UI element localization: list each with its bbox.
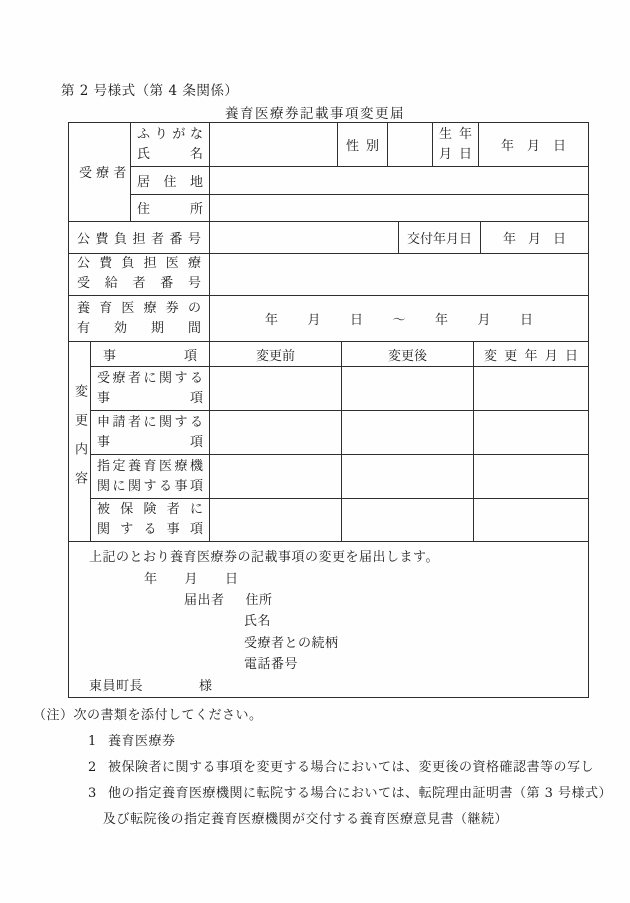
- recipient-number-label-line1: 公 費 負 担 医 療: [77, 256, 201, 272]
- change-row-institution-line2: 関に関する事項: [97, 478, 203, 494]
- change-row-patient-date: [474, 367, 588, 410]
- change-row-institution: [91, 455, 588, 499]
- note-item-2: [88, 759, 610, 777]
- furigana-label: ふりがな: [137, 126, 203, 142]
- notes: [33, 707, 613, 837]
- change-row-applicant-label: [91, 411, 210, 454]
- address-label-cell: [131, 195, 210, 221]
- issue-date-label: 交付年月日: [399, 222, 481, 253]
- change-row-insured: [91, 499, 588, 541]
- issue-date-value: 年 月 日: [503, 231, 566, 247]
- validity-value: 年 月 日 ～ 年 月 日: [265, 313, 533, 329]
- name-field: [210, 123, 338, 166]
- sex-label: 性 別: [346, 139, 379, 154]
- note-item-2-text: 被保険者に関する事項を変更する場合においては、変更後の資格確認書等の写し: [108, 760, 595, 775]
- change-row-patient: [91, 367, 588, 411]
- change-details-side-label-cell: [69, 342, 91, 541]
- change-details-side-label: 変更内容: [72, 383, 87, 500]
- change-row-patient-line2: 事 項: [97, 390, 203, 406]
- notes-intro: （注）次の書類を添付してください。: [33, 708, 263, 723]
- change-row-insured-label: [91, 499, 210, 541]
- change-row-applicant-line2: 事 項: [97, 434, 203, 450]
- payer-number-section: [69, 222, 588, 254]
- recipient-number-label-cell: [69, 254, 210, 296]
- change-row-applicant: [91, 411, 588, 455]
- applicant-name-label: 氏名: [244, 614, 272, 630]
- change-date-header-cell: [474, 342, 588, 366]
- validity-label-line2: 有 効 期 間: [77, 320, 201, 336]
- birthdate-label-cell: [433, 123, 479, 166]
- change-row-applicant-line1: 申請者に関する: [97, 414, 203, 430]
- mayor-name: 東員町長: [89, 678, 144, 694]
- change-notification-table: [68, 122, 589, 698]
- change-header-row: [91, 342, 588, 367]
- change-row-applicant-date: [474, 411, 588, 454]
- residence-label-cell: [131, 167, 210, 194]
- change-item-header: 事 項: [103, 348, 197, 364]
- note-item-1-num: 1: [88, 734, 97, 749]
- declaration-statement: 上記のとおり養育医療券の記載事項の変更を届出します。: [89, 550, 439, 566]
- change-row-insured-after: [342, 499, 474, 541]
- name-label-cell: [131, 123, 210, 166]
- change-row-insured-date: [474, 499, 588, 541]
- birthdate-label-line1: 生 年: [439, 126, 472, 142]
- payer-number-label-cell: [69, 222, 210, 253]
- sex-field: [388, 123, 433, 166]
- validity-label-cell: [69, 296, 210, 341]
- change-row-patient-line1: 受療者に関する: [97, 370, 203, 386]
- mayor-honorific: 様: [199, 678, 213, 694]
- declaration-section: [69, 542, 588, 697]
- patient-label: 受 療 者: [79, 166, 127, 182]
- declaration-date-line: 年 月 日: [144, 571, 239, 587]
- applicant-line: [184, 590, 578, 611]
- change-row-applicant-before: [210, 411, 342, 454]
- change-row-institution-before: [210, 455, 342, 498]
- note-item-3: [88, 785, 613, 803]
- applicant-phone-label: 電話番号: [244, 657, 299, 673]
- payer-number-label: 公 費 負 担 者 番 号: [77, 231, 201, 247]
- change-after-header: 変更後: [342, 342, 474, 366]
- residence-label: 居 住 地: [137, 175, 203, 190]
- birthdate-value: 年 月 日: [501, 139, 566, 154]
- mayor-line: [89, 676, 578, 697]
- issue-date-field: [481, 222, 588, 253]
- note-item-1: [88, 733, 610, 751]
- change-row-insured-before: [210, 499, 342, 541]
- address-label: 住 所: [137, 202, 203, 218]
- validity-field: [210, 296, 588, 341]
- note-item-3-num: 3: [88, 786, 97, 801]
- change-date-header: 変 更 年 月 日: [484, 348, 578, 364]
- change-row-patient-before: [210, 367, 342, 410]
- change-row-institution-line1: 指定養育医療機: [97, 458, 203, 474]
- applicant-address-label: 住所: [245, 592, 273, 608]
- payer-number-field: [210, 222, 399, 253]
- residence-field: [210, 167, 588, 194]
- form-title: 養育医療券記載事項変更届: [225, 106, 405, 122]
- change-row-applicant-after: [342, 411, 474, 454]
- change-item-header-cell: [91, 342, 210, 366]
- change-row-institution-after: [342, 455, 474, 498]
- patient-section: [69, 123, 588, 222]
- birthdate-field: [479, 123, 588, 166]
- change-row-insured-line1: 被 保 険 者 に: [97, 502, 203, 518]
- note-item-2-num: 2: [88, 760, 97, 775]
- change-row-institution-date: [474, 455, 588, 498]
- patient-label-cell: [69, 123, 131, 221]
- recipient-number-label-line2: 受 給 者 番 号: [77, 276, 201, 292]
- change-details-section: [69, 342, 588, 542]
- change-before-header: 変更前: [210, 342, 342, 366]
- form-code: 第 2 号様式（第 4 条関係）: [61, 83, 239, 99]
- note-item-3-continuation: 及び転院後の指定養育医療機関が交付する養育医療意見書（継続）: [103, 812, 509, 827]
- recipient-number-section: [69, 254, 588, 297]
- change-row-patient-label: [91, 367, 210, 410]
- validity-label-line1: 養 育 医 療 券 の: [77, 300, 201, 316]
- note-item-3-text: 他の指定養育医療機関に転院する場合においては、転院理由証明書（第 3 号様式）: [108, 786, 613, 801]
- sex-label-cell: [338, 123, 388, 166]
- recipient-number-field: [210, 254, 588, 296]
- change-row-institution-label: [91, 455, 210, 498]
- applicant-label: 届出者: [184, 592, 225, 608]
- change-row-patient-after: [342, 367, 474, 410]
- applicant-relationship-label: 受療者との続柄: [244, 635, 339, 651]
- address-field: [210, 195, 588, 221]
- name-label: 氏 名: [137, 146, 203, 162]
- validity-section: [69, 296, 588, 342]
- note-item-1-text: 養育医療券: [108, 734, 176, 749]
- change-row-insured-line2: 関 す る 事 項: [97, 522, 203, 538]
- birthdate-label-line2: 月 日: [439, 146, 472, 162]
